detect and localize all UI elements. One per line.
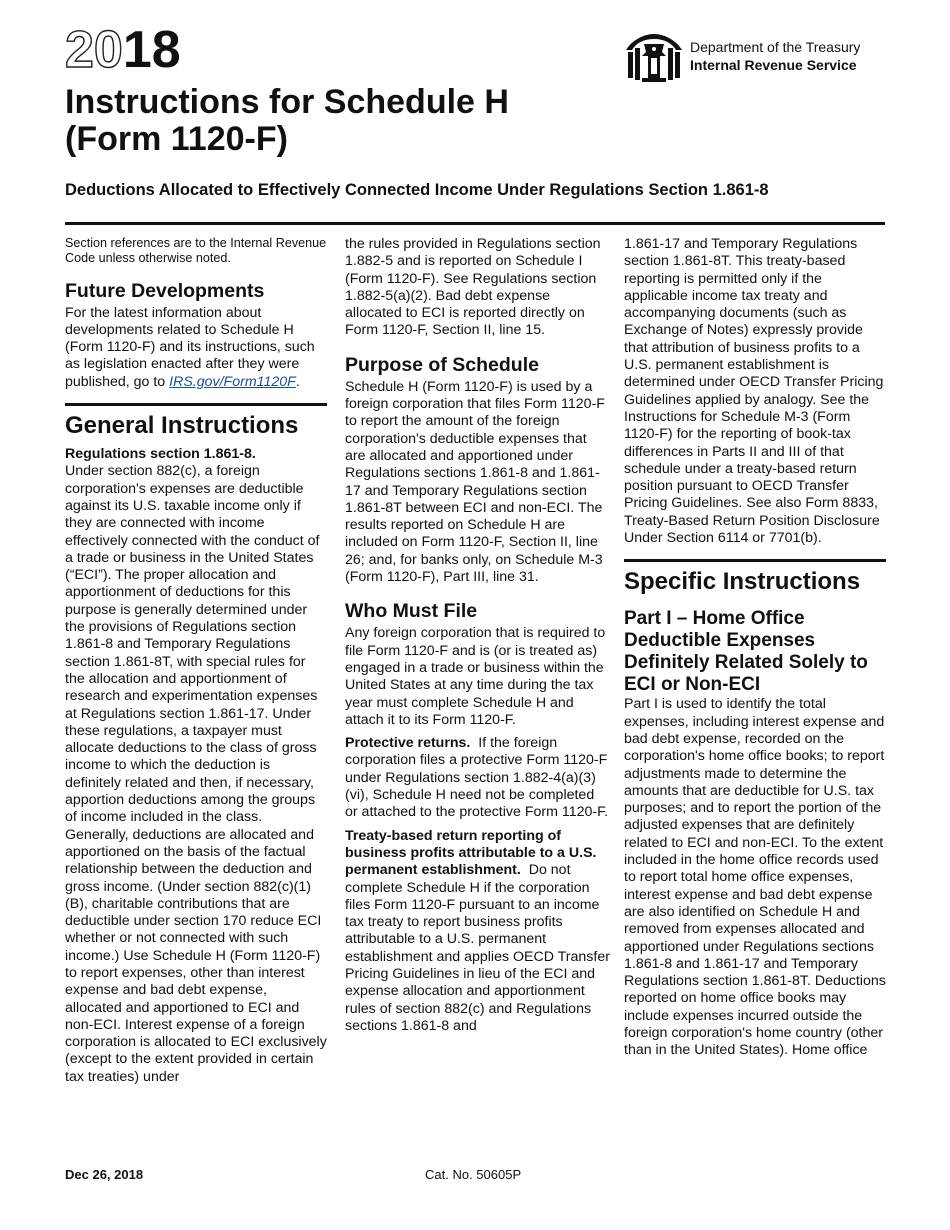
- form-year: [65, 21, 181, 79]
- regulations-runin-heading: Regulations section 1.861-8.: [65, 446, 256, 463]
- general-instructions-heading: General Instructions: [65, 403, 327, 440]
- treaty-continued-text: 1.861-17 and Temporary Regulations section 1.861-8T. This treaty-based reporting is permitted only if the applicable income tax treaty and accompanying documents (such as Exchange of Notes) expressly provide that attribution of business profits to a U.S. permanent establishment is determined under OECD Transfer Pricing Guidelines applied by analogy. See the Instructions for Schedule M-3 (Form 1120-F) for the reporting of book-tax differences in Parts II and III of that schedule under a treaty-based return position pursuant to OECD Transfer Pricing Guidelines. See also Form 8833, Treaty-Based Return Position Disclosure Under Section 6114 or 7701(b).: [624, 236, 884, 547]
- dept-name: Department of the Treasury: [690, 39, 861, 55]
- year-outline-digits: 20: [65, 21, 123, 79]
- page-title: [65, 84, 625, 158]
- specific-instructions-heading: Specific Instructions: [624, 559, 886, 596]
- agency-block: [690, 38, 860, 74]
- interest-continued-text: the rules provided in Regulations section 1.882-5 and is reported on Schedule I (Form 1120-F). See Regulations section 1.882-5(a)(2). Bad debt expense allocated to ECI is reported directly on Form 1120-F, Section II, line 15.: [345, 236, 601, 339]
- section-references-note: Section references are to the Internal Revenue Code unless otherwise noted.: [65, 236, 327, 265]
- column-1: [65, 236, 327, 1092]
- future-developments-text: For the latest information about developments related to Schedule H (Form 1120-F) and its instructions, such as legislation enacted after they were published, go to IRS.gov/Form1120F.: [65, 304, 315, 390]
- protective-runin-heading: Protective returns.: [345, 735, 471, 752]
- catalog-number: Cat. No. 50605P: [425, 1167, 522, 1182]
- purpose-heading: Purpose of Schedule: [345, 353, 539, 376]
- treaty-runin-heading: Treaty-based return reporting of business profits attributable to a U.S. permanent establishment.: [345, 827, 597, 879]
- column-2: [345, 236, 610, 1041]
- protective-returns-paragraph: [345, 735, 610, 821]
- treaty-paragraph: [345, 828, 610, 1036]
- agency-name: Internal Revenue Service: [690, 57, 857, 73]
- header-rule: [65, 222, 885, 225]
- who-must-file-heading: Who Must File: [345, 600, 478, 623]
- protective-body: If the foreign corporation files a protective Form 1120-F under Regulations section 1.882-4(a)(3)(vi), Schedule H need not be completed or attached to the protective Form 1120-F.: [345, 735, 609, 821]
- column-3: [624, 236, 886, 1066]
- future-developments-heading: Future Developments: [65, 279, 265, 302]
- title-line-2: (Form 1120-F): [65, 120, 288, 158]
- revision-date: Dec 26, 2018: [65, 1167, 144, 1182]
- irs-form-link[interactable]: IRS.gov/Form1120F: [169, 373, 296, 390]
- regulations-body: Under section 882(c), a foreign corporation's expenses are deductible against its U.S. taxable income only if they are connected with income effectively connected with the conduct of a trade or business in the United States (“ECI”). The proper allocation and apportionment of deductions for this purpose is generally determined under the provisions of Regulations section 1.861-8 and Temporary Regulations section 1.861-8T, with special rules for the allocation and apportionment of research and experimentation expenses at Regulations section 1.861-17. Under these regulations, a taxpayer must allocate deductions to the class of gross income to which the deduction is definitely related and then, if necessary, apportion deductions among the groups of income included in the class. Generally, deductions are allocated and apportioned on the basis of the factual relationship between the deduction and gross income. (Under section 882(c)(1)(B), charitable contributions that are deductible under section 170 reduce ECI whether or not connected with such income.) Use Schedule H (Form 1120-F) to report expenses, other than interest expense and bad debt expense, allocated and apportioned to ECI and non-ECI. Interest expense of a foreign corporation is allocated to ECI exclusively (except to the extent provided in certain tax treaties) under: [65, 463, 327, 1085]
- future-developments-body: For the latest information about developments related to Schedule H (Form 1120-F) and its instructions, such as legislation enacted after they were published, go to: [65, 304, 315, 390]
- document-subtitle: Deductions Allocated to Effectively Connected Income Under Regulations Section 1.861-8: [65, 181, 769, 199]
- year-solid-digits: 18: [122, 21, 181, 79]
- who-must-file-text: Any foreign corporation that is required to file Form 1120-F and is (or is treated as) engaged in a trade or business within the United States at any time during the tax year must complete Schedule H and attach it to its Form 1120-F.: [345, 625, 606, 728]
- treaty-body: Do not complete Schedule H if the corporation files Form 1120-F pursuant to an income tax treaty to report business profits attributable to a U.S. permanent establishment and applies OECD Transfer Pricing Guidelines in lieu of the ECI and expense allocation and apportionment rules of section 882(c) and Regulations sections 1.861-8 and: [345, 862, 610, 1034]
- regulations-paragraph: [65, 446, 327, 1086]
- purpose-text: Schedule H (Form 1120-F) is used by a foreign corporation that files Form 1120-F to report the amount of the foreign corporation's deductible expenses that are allocated and apportioned under Regulations sections 1.861-8 and 1.861-17 and Temporary Regulations section 1.861-8T between ECI and non-ECI. The results reported on Schedule H are included on Form 1120-F, Section II, line 26; and, for banks only, on Schedule M-3 (Form 1120-F), Part III, line 31.: [345, 378, 605, 586]
- part-1-text: Part I is used to identify the total expenses, including interest expense and bad debt expense, recorded on the corporation's home office books; to report adjustments made to determine the amounts that are deductible for U.S. tax purposes; and to report the portion of the adjusted expenses that are definitely related to ECI and non-ECI. To the extent included in the home office records used to report total home office expenses, interest expense and bad debt expense are also identified on Schedule H and removed from expenses allocated and apportioned under Regulations sections 1.861-8 and 1.861-17 and Temporary Regulations section 1.861-8T. Deductions reported on home office books may include expenses incurred outside the foreign corporation's home country (other than in the United States). Home office: [624, 696, 886, 1059]
- title-line-1: Instructions for Schedule H: [65, 83, 509, 121]
- irs-eagle-logo-icon: [622, 30, 686, 86]
- part-1-heading: Part I – Home Office Deductible Expenses Definitely Related Solely to ECI or Non-ECI: [624, 608, 868, 696]
